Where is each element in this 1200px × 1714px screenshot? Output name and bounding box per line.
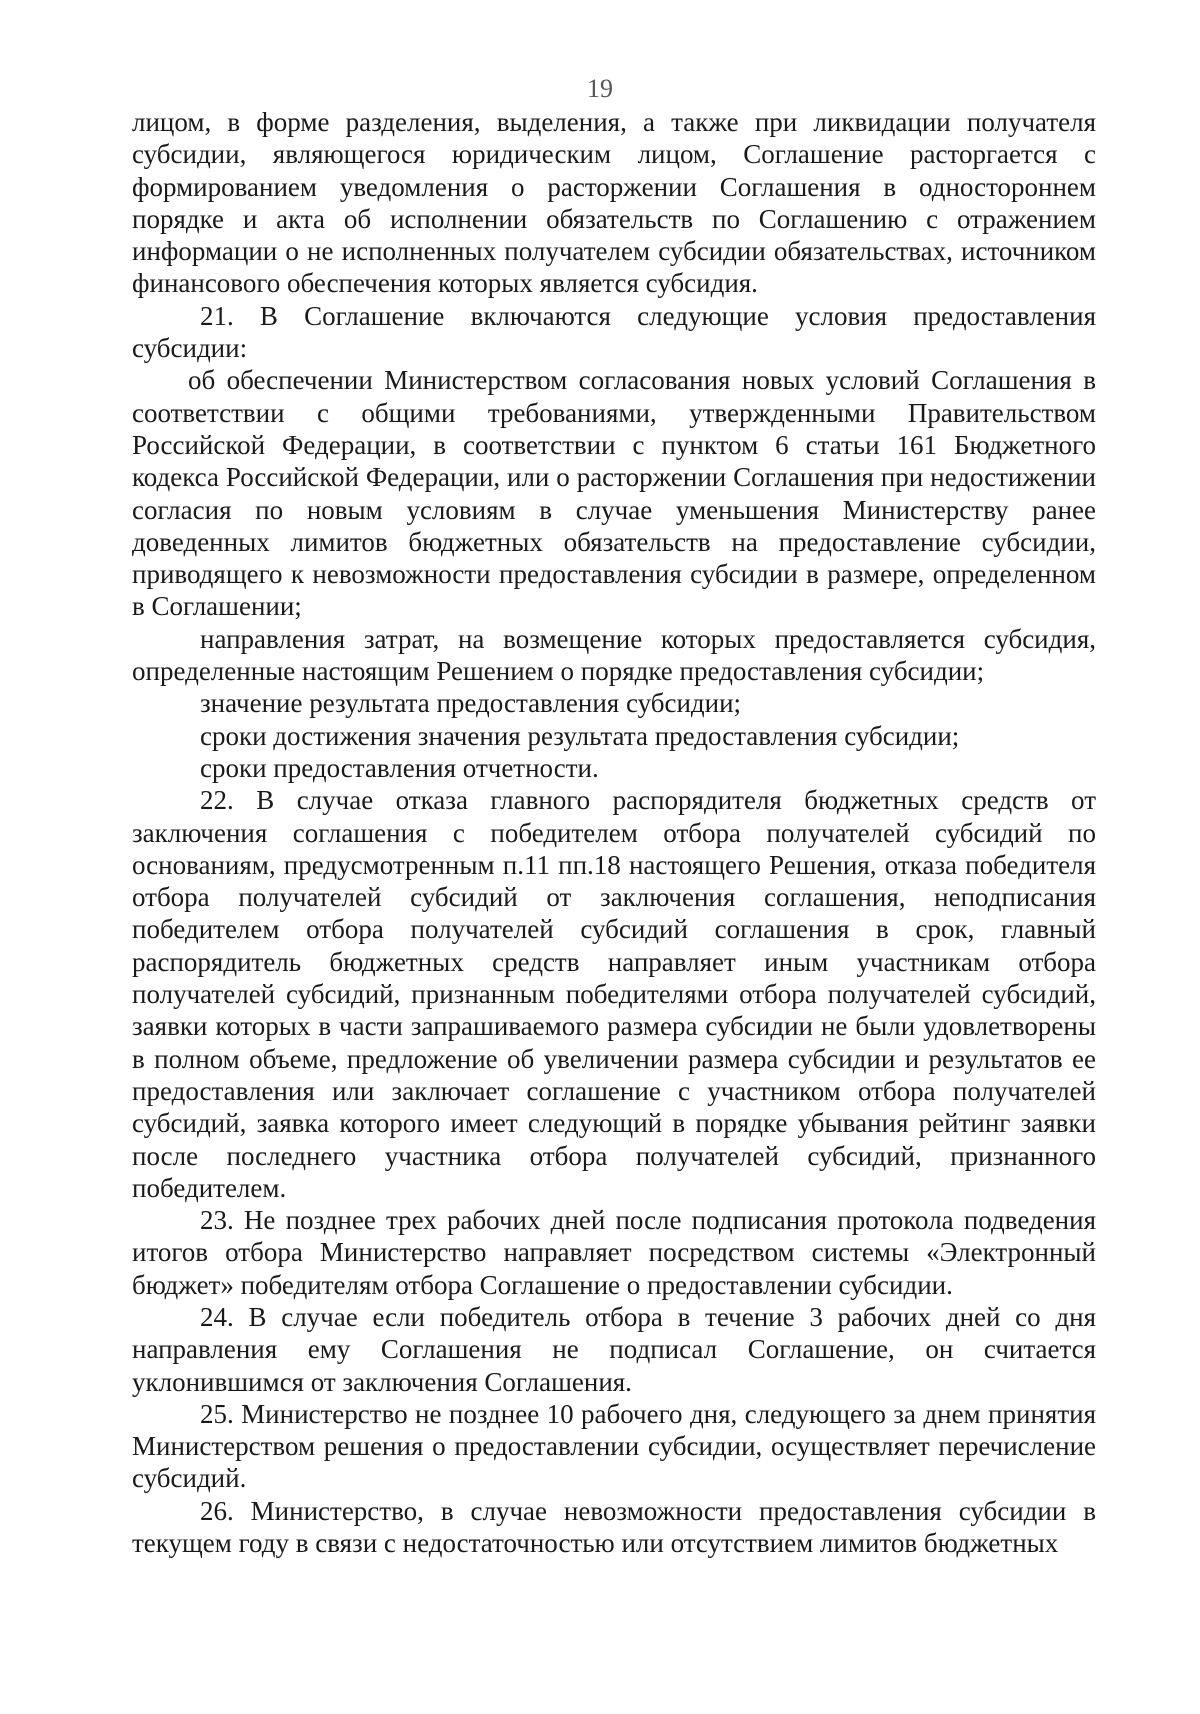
page-number: 19 — [587, 74, 613, 103]
paragraph-23: 23. Не позднее трех рабочих дней после подписания протокола подведения итогов отбора Министерство направляет посредством системы «Электронный бюджет» победителям отбора Соглашение о предоставлении субсидии. — [132, 1205, 1096, 1300]
paragraph-26: 26. Министерство, в случае невозможности предоставления субсидии в текущем году в связи с недостаточностью или отсутствием лимитов бюджетных — [132, 1495, 1096, 1559]
document-body — [132, 106, 1096, 1559]
paragraph-21-item-cost-directions: направления затрат, на возмещение которых предоставляется субсидия, определенные настоящим Решением о порядке предоставления субсидии; — [132, 623, 1096, 687]
paragraph-25: 25. Министерство не позднее 10 рабочего дня, следующего за днем принятия Министерством решения о предоставлении субсидии, осуществляет перечисление субсидий. — [132, 1398, 1096, 1494]
paragraph-21-item-result-deadlines: сроки достижения значения результата предоставления субсидии; — [200, 720, 960, 751]
paragraph-21: 21. В Соглашение включаются следующие условия предоставления субсидии: — [132, 300, 1096, 364]
paragraph-21-item-reporting-deadlines: сроки предоставления отчетности. — [200, 752, 599, 783]
paragraph-21-item-agreement-conditions: об обеспечении Министерством согласования новых условий Соглашения в соответствии с общими требованиями, утвержденными Правительством Российской Федерации, в соответствии с пунктом 6 статьи 161 Бюджетного кодекса Российской Федерации, или о расторжении Соглашения при недостижении согласия по новым условиям в случае уменьшения Министерству ранее доведенных лимитов бюджетных обязательств на предоставление субсидии, приводящего к невозможности предоставления субсидии в размере, определенном в Соглашении; — [132, 365, 1096, 622]
paragraph-21-item-result-value: значение результата предоставления субсидии; — [200, 688, 742, 719]
paragraph-continuation: лицом, в форме разделения, выделения, а также при ликвидации получателя субсидии, являющегося юридическим лицом, Соглашение расторгается с формированием уведомления о расторжении Соглашения в одностороннем порядке и акта об исполнении обязательств по Соглашению с отражением информации о не исполненных получателем субсидии обязательствах, источником финансового обеспечения которых является субсидия. — [132, 107, 1096, 299]
paragraph-24: 24. В случае если победитель отбора в течение 3 рабочих дней со дня направления ему Соглашения не подписал Соглашение, он считается уклонившимся от заключения Соглашения. — [132, 1301, 1096, 1397]
paragraph-22: 22. В случае отказа главного распорядителя бюджетных средств от заключения соглашения с победителем отбора получателей субсидий по основаниям, предусмотренным п.11 пп.18 настоящего Решения, отказа победителя отбора получателей субсидий от заключения соглашения, неподписания победителем отбора получателей субсидий соглашения в срок, главный распорядитель бюджетных средств направляет иным участникам отбора получателей субсидий, признанным победителями отбора получателей субсидий, заявки которых в части запрашиваемого размера субсидии не были удовлетворены в полном объеме, предложение об увеличении размера субсидии и результатов ее предоставления или заключает соглашение с участником отбора получателей субсидий, заявка которого имеет следующий в порядке убывания рейтинг заявки после последнего участника отбора получателей субсидий, признанного победителем. — [132, 785, 1096, 1203]
